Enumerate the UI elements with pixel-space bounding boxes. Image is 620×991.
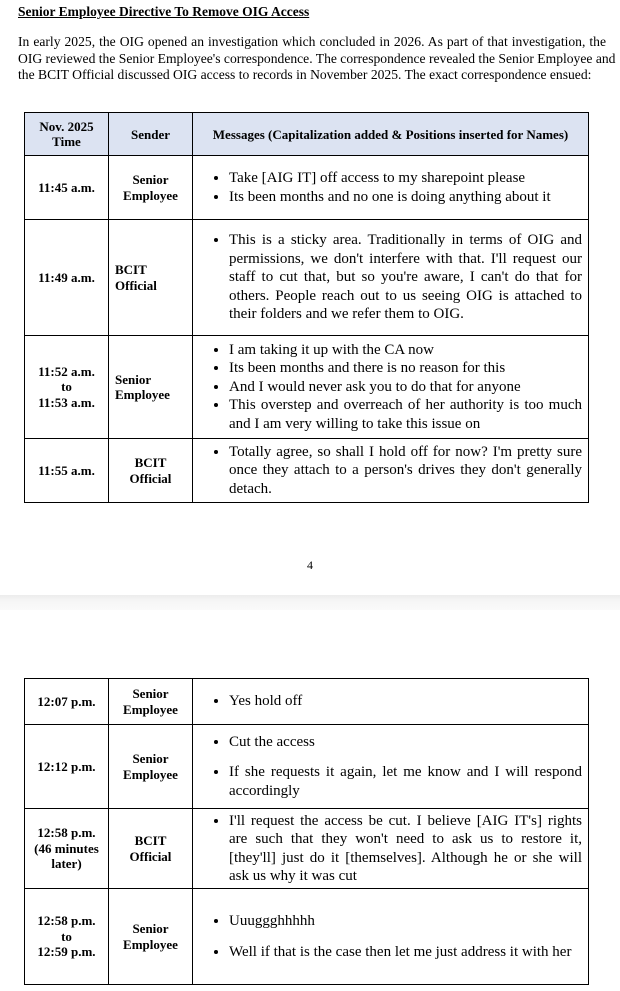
- message-item: • Uuuggghhhhh: [229, 912, 582, 931]
- document-page-2: [0, 610, 620, 991]
- time-line: 12:12 p.m.: [37, 758, 96, 774]
- message-item: • I am taking it up with the CA now: [229, 341, 582, 360]
- sender-line: Employee: [123, 187, 178, 203]
- sender-line: Employee: [123, 701, 178, 717]
- table-row: [25, 220, 589, 336]
- table-row: [25, 725, 589, 809]
- sender-cell: [109, 156, 193, 220]
- intro-line: the BCIT Official discussed OIG access to records in November 2025. The exact correspondence ensued:: [18, 67, 592, 82]
- sender-line: Senior: [115, 371, 152, 387]
- table-header-row: [25, 113, 589, 156]
- sender-cell: [109, 336, 193, 439]
- messages-cell: [193, 220, 589, 336]
- message-item: • And I would never ask you to do that for anyone: [229, 378, 582, 397]
- message-spacer: [229, 931, 582, 943]
- intro-paragraph: [18, 34, 616, 84]
- message-spacer: [229, 751, 582, 763]
- table-row: [25, 156, 589, 220]
- header-messages: Messages (Capitalization added & Positions inserted for Names): [193, 113, 589, 156]
- sender-line: Senior: [132, 686, 169, 701]
- sender-line: BCIT: [115, 262, 147, 277]
- sender-cell: [109, 679, 193, 725]
- message-item: • This is a sticky area. Traditionally in terms of OIG and permissions, we don't interfere with that. I'll request our staff to cut that, but so you're aware, I can't do that for others. People reach out to us seeing OIG is attached to their folders and we refer them to OIG.: [229, 231, 582, 324]
- message-item: • If she requests it again, let me know and I will respond accordingly: [229, 763, 582, 800]
- sender-cell: [109, 889, 193, 985]
- time-line: 11:53 a.m.: [38, 394, 95, 410]
- message-item: • Yes hold off: [229, 692, 582, 711]
- time-line: to: [61, 379, 72, 395]
- messages-cell: [193, 809, 589, 889]
- sender-line: Senior: [132, 751, 169, 766]
- messages-cell: [193, 439, 589, 503]
- table-row: [25, 809, 589, 889]
- time-line: 11:49 a.m.: [38, 269, 95, 285]
- sender-cell: [109, 220, 193, 336]
- message-item: • Well if that is the case then let me just address it with her: [229, 943, 582, 962]
- time-line: 12:07 p.m.: [37, 693, 96, 709]
- section-heading: Senior Employee Directive To Remove OIG Access: [18, 4, 310, 19]
- time-line: 11:55 a.m.: [38, 462, 95, 478]
- sender-line: Employee: [123, 936, 178, 952]
- intro-line: OIG reviewed the Senior Employee's correspondence. The correspondence revealed the Senior Employee and: [18, 50, 616, 66]
- messages-cell: [193, 336, 589, 439]
- sender-cell: [109, 809, 193, 889]
- page-break: [0, 595, 620, 610]
- table-row: [25, 439, 589, 503]
- time-line: to: [61, 928, 72, 944]
- message-item: • This overstep and overreach of her authority is too much and I am very willing to take this issue on: [229, 396, 582, 433]
- time-cell: [25, 439, 109, 503]
- table-row: [25, 679, 589, 725]
- message-item: • Its been months and no one is doing anything about it: [229, 188, 582, 207]
- message-item: • Take [AIG IT] off access to my sharepoint please: [229, 169, 582, 188]
- time-cell: [25, 679, 109, 725]
- time-line: 12:58 p.m.: [37, 913, 96, 929]
- messages-cell: [193, 156, 589, 220]
- time-line: 12:58 p.m.: [37, 825, 96, 841]
- time-line: (46 minutes: [34, 840, 99, 856]
- intro-line: In early 2025, the OIG opened an investigation which concluded in 2026. As part of that investigation, the: [18, 34, 606, 49]
- time-cell: [25, 220, 109, 336]
- header-time-line: Nov. 2025: [39, 119, 94, 134]
- table-row: [25, 336, 589, 439]
- message-item: • Totally agree, so shall I hold off for now? I'm pretty sure once they attach to a person's drives they don't generally detach.: [229, 443, 582, 499]
- message-item: • I'll request the access be cut. I believe [AIG IT's] rights are such that they won't need to ask us to restore it, [they'll] just do it [themselves]. Although he or she will ask us why it was cut: [229, 812, 582, 886]
- messages-cell: [193, 679, 589, 725]
- time-line: 11:52 a.m.: [38, 363, 95, 379]
- correspondence-table-page-1: [24, 112, 589, 503]
- sender-line: Senior: [132, 172, 169, 187]
- sender-line: Official: [129, 470, 172, 486]
- sender-line: Official: [129, 848, 172, 864]
- time-line: later): [51, 856, 82, 872]
- time-line: 12:59 p.m.: [37, 944, 96, 960]
- sender-line: BCIT: [134, 833, 167, 848]
- time-cell: [25, 336, 109, 439]
- message-item: • Its been months and there is no reason for this: [229, 359, 582, 378]
- sender-line: Employee: [123, 766, 178, 782]
- header-sender: Sender: [109, 113, 193, 156]
- time-cell: [25, 889, 109, 985]
- sender-cell: [109, 725, 193, 809]
- time-cell: [25, 809, 109, 889]
- table-row: [25, 889, 589, 985]
- time-cell: [25, 156, 109, 220]
- correspondence-table-page-2: [24, 678, 589, 985]
- sender-cell: [109, 439, 193, 503]
- page-number: 4: [307, 558, 313, 572]
- header-time-line: Time: [52, 134, 81, 149]
- sender-line: BCIT: [134, 455, 167, 470]
- messages-cell: [193, 889, 589, 985]
- sender-line: Official: [115, 277, 157, 293]
- sender-line: Employee: [115, 387, 170, 402]
- time-cell: [25, 725, 109, 809]
- messages-cell: [193, 725, 589, 809]
- time-line: 11:45 a.m.: [38, 179, 95, 195]
- header-time: [25, 113, 109, 156]
- message-item: • Cut the access: [229, 733, 582, 752]
- sender-line: Senior: [132, 921, 169, 936]
